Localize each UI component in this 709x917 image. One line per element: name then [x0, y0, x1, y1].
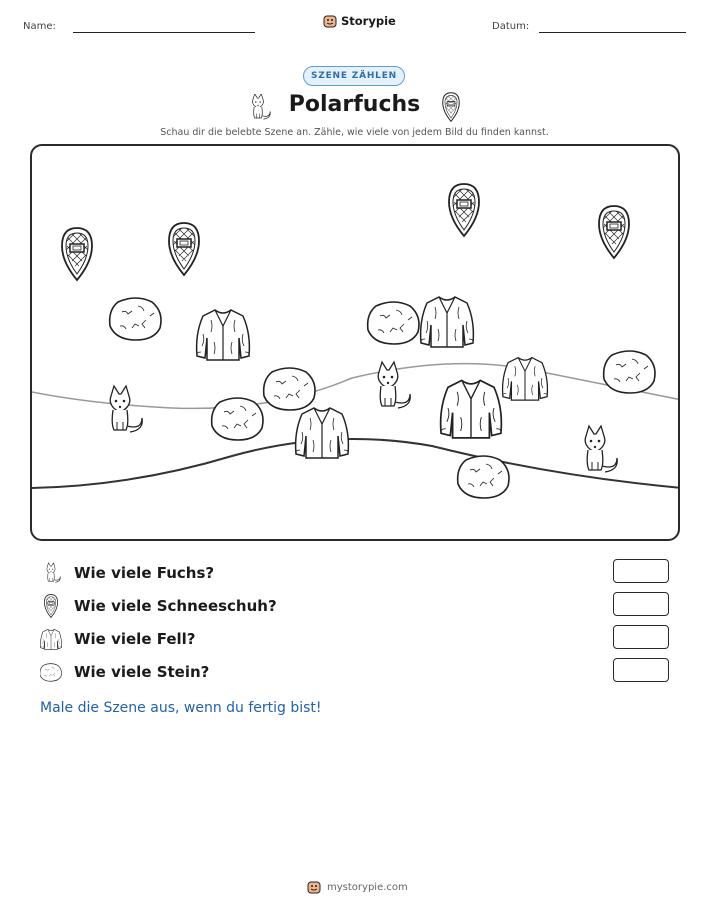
- snowshoe-2: [169, 223, 199, 275]
- snow-hill-line: [32, 439, 680, 488]
- name-field-line[interactable]: [73, 32, 255, 33]
- snowshoe-1: [62, 228, 92, 280]
- answer-box-fur[interactable]: [613, 625, 669, 649]
- fox-3: [585, 426, 617, 472]
- scene-count-tag: SZENE ZÄHLEN: [303, 66, 405, 86]
- answer-box-fox[interactable]: [613, 559, 669, 583]
- footer: [307, 880, 408, 894]
- question-fox: [40, 561, 214, 585]
- fur-coat-icon: [40, 627, 62, 651]
- fur-1: [197, 310, 250, 360]
- instructions: Schau dir die belebte Szene an. Zähle, wie viele von jedem Bild du finden kannst.: [160, 127, 549, 138]
- question-text: Wie viele Schneeschuh?: [74, 597, 277, 615]
- date-label: Datum:: [492, 21, 530, 32]
- stone-1: [110, 298, 161, 340]
- fur-2: [421, 297, 474, 347]
- answer-box-stone[interactable]: [613, 658, 669, 682]
- stone-3: [604, 351, 655, 393]
- date-field-line[interactable]: [539, 32, 686, 33]
- snowshoe-4: [599, 206, 629, 258]
- fox-2: [378, 362, 410, 408]
- stone-2: [368, 302, 419, 344]
- brand-name: Storypie: [341, 14, 396, 28]
- question-fur: [40, 627, 196, 651]
- question-snowshoe: [40, 594, 277, 618]
- question-text: Wie viele Fell?: [74, 630, 196, 648]
- page-title: Polarfuchs: [288, 92, 421, 117]
- name-label: Name:: [23, 21, 56, 32]
- question-text: Wie viele Stein?: [74, 663, 210, 681]
- stone-5: [212, 398, 263, 440]
- question-text: Wie viele Fuchs?: [74, 564, 215, 582]
- snowshoe-icon: [40, 594, 62, 618]
- stone-4: [264, 368, 315, 410]
- fur-3: [503, 358, 548, 401]
- coloring-note: Male die Szene aus, wenn du fertig bist!: [40, 700, 322, 716]
- fur-5: [296, 408, 349, 458]
- question-stone: [40, 660, 209, 684]
- footer-site[interactable]: mystorypie.com: [327, 881, 408, 893]
- fur-4: [441, 380, 502, 437]
- brand-logo: [323, 14, 396, 28]
- snowshoe-3: [449, 184, 479, 236]
- fox-icon: [40, 561, 62, 585]
- scene-illustration: [32, 146, 680, 541]
- answer-box-snowshoe[interactable]: [613, 592, 669, 616]
- fox-1: [110, 386, 142, 432]
- storypie-logo-icon: [323, 14, 337, 28]
- counting-scene: [30, 144, 680, 541]
- storypie-logo-icon: [307, 880, 321, 894]
- title-snowshoe-icon: [440, 92, 462, 122]
- stone-icon: [40, 660, 62, 684]
- stone-6: [458, 456, 509, 498]
